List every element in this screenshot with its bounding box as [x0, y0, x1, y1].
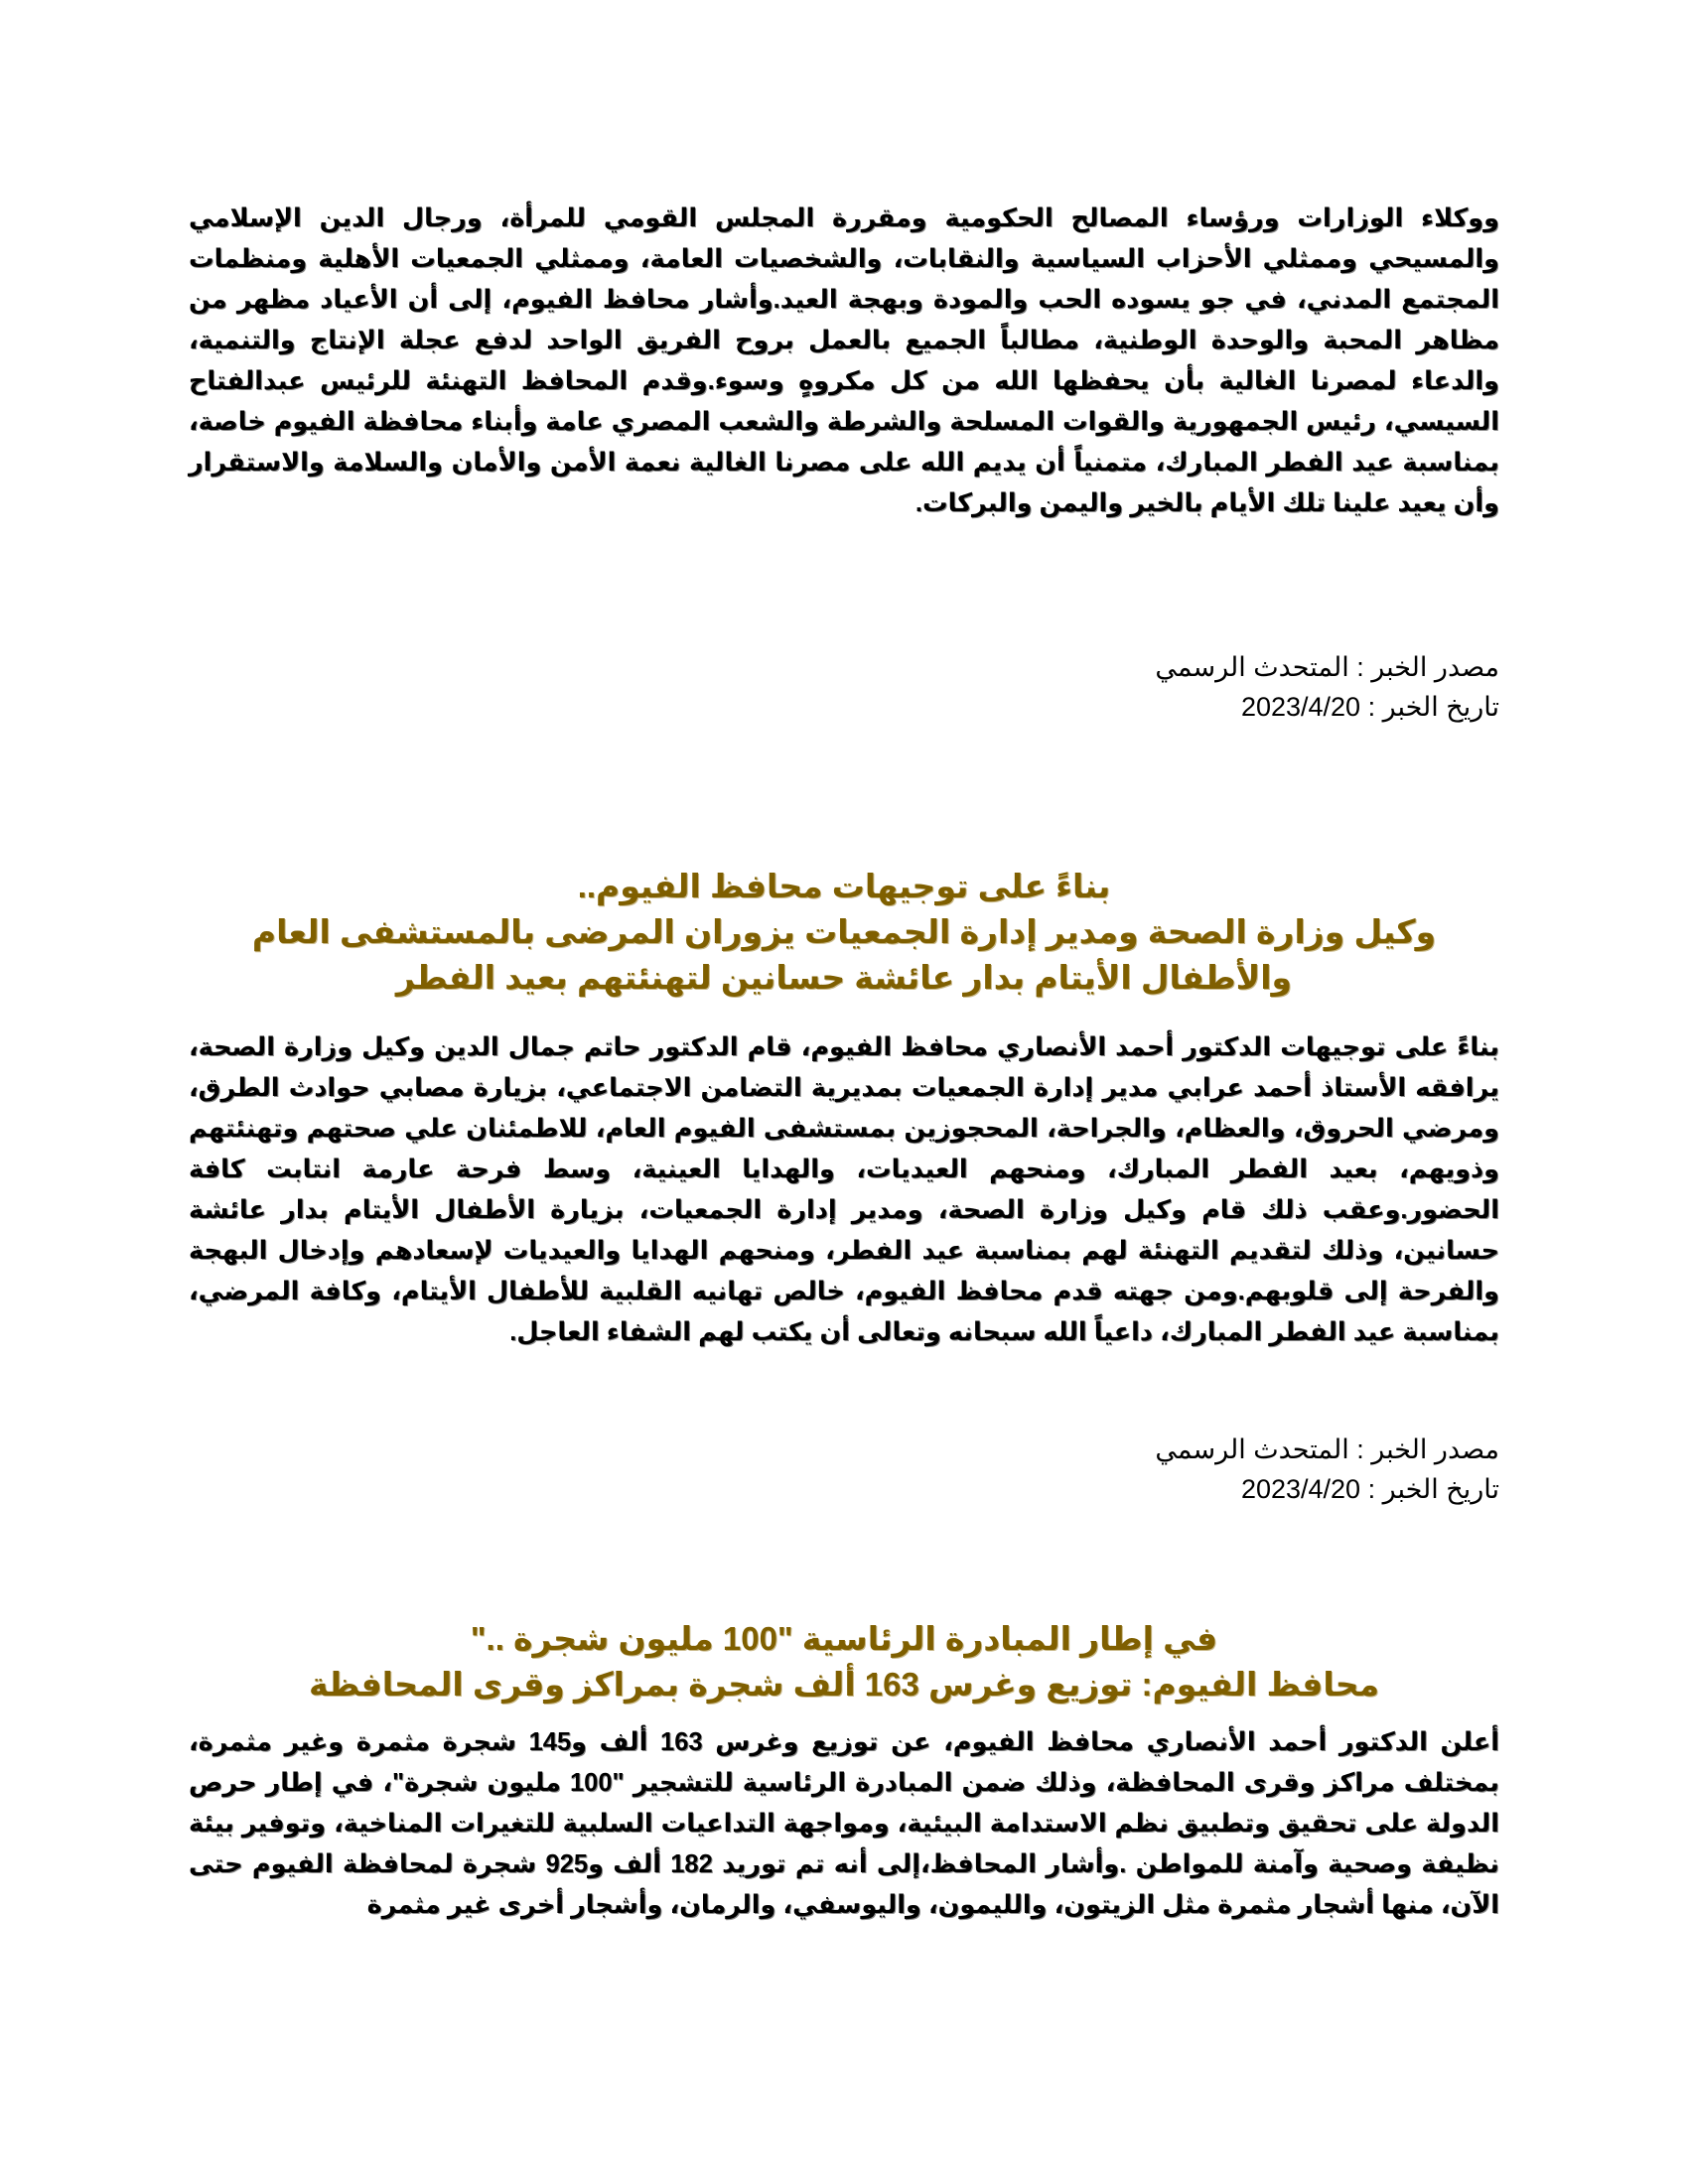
- news-source: مصدر الخبر : المتحدث الرسمي: [1155, 652, 1499, 682]
- headline-line: في إطار المبادرة الرئاسية "100 مليون شجرة ..": [470, 1620, 1218, 1657]
- article-2-headline: [189, 864, 1499, 1001]
- article-3-body: أعلن الدكتور أحمد الأنصاري محافظ الفيوم، عن توزيع وغرس 163 ألف و145 شجرة مثمرة وغير مثمرة، بمختلف مراكز وقرى المحافظة، وذلك ضمن المبادرة الرئاسية للتشجير "100 مليون شجرة"، في إطار حرص الدولة على تحقيق وتطبيق نظم الاستدامة البيئية، ومواجهة التداعيات السلبية للتغيرات المناخية، وتوفير بيئة نظيفة وصحية وآمنة للمواطن .وأشار المحافظ،إلى أنه تم توريد 182 ألف و925 شجرة لمحافظة الفيوم حتى الآن، منها أشجار مثمرة مثل الزيتون، والليمون، واليوسفي، والرمان، وأشجار أخرى غير مثمرة: [189, 1728, 1499, 1919]
- news-date: تاريخ الخبر : 2023/4/20: [1240, 1474, 1499, 1504]
- article-2-body: بناءً على توجيهات الدكتور أحمد الأنصاري محافظ الفيوم، قام الدكتور حاتم جمال الدين وكيل وزارة الصحة، يرافقه الأستاذ أحمد عرابي مدير إدارة الجمعيات بمديرية التضامن الاجتماعي، بزيارة مصابي حوادث الطرق، ومرضي الحروق، والعظام، والجراحة، المحجوزين بمستشفى الفيوم العام، للاطمئنان علي صحتهم وتهنئتهم وذويهم، بعيد الفطر المبارك، ومنحهم العيديات، والهدايا العينية، وسط فرحة عارمة انتابت كافة الحضور.وعقب ذلك قام وكيل وزارة الصحة، ومدير إدارة الجمعيات، بزيارة الأطفال الأيتام بدار عائشة حسانين، وذلك لتقديم التهنئة لهم بمناسبة عيد الفطر، ومنحهم الهدايا والعيديات لإسعادهم وإدخال البهجة والفرحة إلى قلوبهم.ومن جهته قدم محافظ الفيوم، خالص تهانيه القلبية للأطفال الأيتام، وكافة المرضي، بمناسبة عيد الفطر المبارك، داعياً الله سبحانه وتعالى أن يكتب لهم الشفاء العاجل.: [189, 1033, 1499, 1346]
- news-date: تاريخ الخبر : 2023/4/20: [1240, 692, 1499, 722]
- article-2-meta: [189, 1430, 1499, 1509]
- article-2-body-container: [189, 1027, 1499, 1353]
- article-1-meta: [189, 647, 1519, 727]
- news-source: مصدر الخبر : المتحدث الرسمي: [1155, 1434, 1499, 1464]
- headline-line: محافظ الفيوم: توزيع وغرس 163 ألف شجرة بمراكز وقرى المحافظة: [308, 1666, 1380, 1703]
- headline-line: وكيل وزارة الصحة ومدير إدارة الجمعيات يزوران المرضى بالمستشفى العام: [251, 913, 1437, 950]
- headline-line: والأطفال الأيتام بدار عائشة حسانين لتهنئتهم بعيد الفطر: [395, 959, 1293, 996]
- article-3-headline: [189, 1616, 1499, 1707]
- headline-line: بناءً على توجيهات محافظ الفيوم..: [577, 868, 1111, 904]
- article-1-continuation: [189, 199, 1499, 524]
- article-1-body: ووكلاء الوزارات ورؤساء المصالح الحكومية ومقررة المجلس القومي للمرأة، ورجال الدين الإسلامي والمسيحي وممثلي الأحزاب السياسية والنقابات، والشخصيات العامة، وممثلي الجمعيات الأهلية ومنظمات المجتمع المدني، في جو يسوده الحب والمودة وبهجة العيد.وأشار محافظ الفيوم، إلى أن الأعياد مظهر من مظاهر المحبة والوحدة الوطنية، مطالباً الجميع بالعمل بروح الفريق الواحد لدفع عجلة الإنتاج والتنمية، والدعاء لمصرنا الغالية بأن يحفظها الله من كل مكروهٍ وسوء.وقدم المحافظ التهنئة للرئيس عبدالفتاح السيسي، رئيس الجمهورية والقوات المسلحة والشرطة والشعب المصري عامة وأبناء محافظة الفيوم خاصة، بمناسبة عيد الفطر المبارك، متمنياً أن يديم الله على مصرنا الغالية نعمة الأمن والأمان والسلامة والاستقرار وأن يعيد علينا تلك الأيام بالخير واليمن والبركات.: [189, 205, 1499, 517]
- article-3-body-container: [189, 1722, 1499, 1926]
